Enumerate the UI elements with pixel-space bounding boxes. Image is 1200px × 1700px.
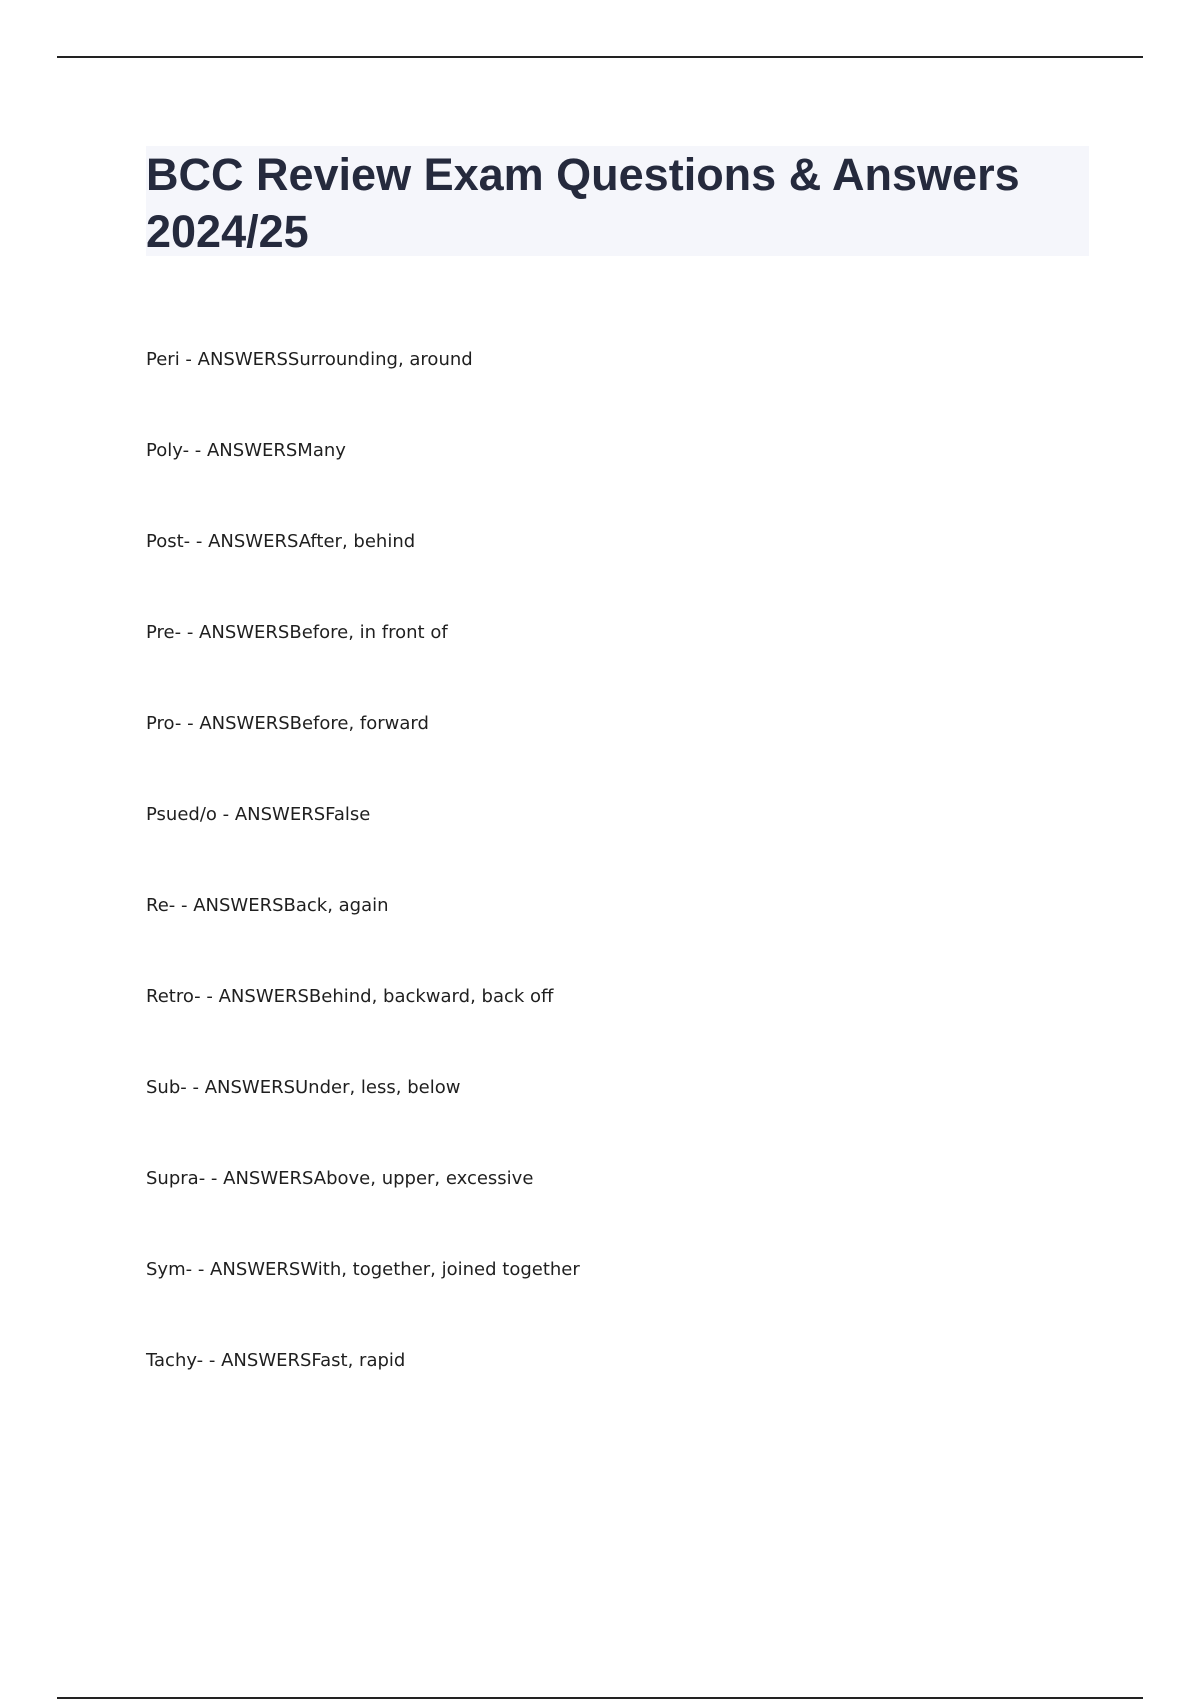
- qa-list: [146, 348, 1046, 1440]
- qa-item-re: Re- - ANSWERSBack, again: [146, 895, 389, 916]
- title-block: [146, 146, 1089, 256]
- qa-item-tachy: Tachy- - ANSWERSFast, rapid: [146, 1350, 406, 1371]
- top-divider: [57, 56, 1143, 58]
- qa-item-supra: Supra- - ANSWERSAbove, upper, excessive: [146, 1168, 534, 1189]
- qa-item-post: Post- - ANSWERSAfter, behind: [146, 531, 416, 552]
- qa-item-peri: Peri - ANSWERSSurrounding, around: [146, 349, 473, 370]
- qa-item-pre: Pre- - ANSWERSBefore, in front of: [146, 622, 448, 643]
- qa-item-retro: Retro- - ANSWERSBehind, backward, back off: [146, 986, 554, 1007]
- bottom-divider: [57, 1697, 1143, 1699]
- qa-item-psuedo: Psued/o - ANSWERSFalse: [146, 804, 371, 825]
- qa-item-sym: Sym- - ANSWERSWith, together, joined together: [146, 1259, 580, 1280]
- qa-item-pro: Pro- - ANSWERSBefore, forward: [146, 713, 429, 734]
- qa-item-poly: Poly- - ANSWERSMany: [146, 440, 346, 461]
- qa-item-sub: Sub- - ANSWERSUnder, less, below: [146, 1077, 461, 1098]
- document-title: BCC Review Exam Questions & Answers 2024/25: [146, 149, 1020, 257]
